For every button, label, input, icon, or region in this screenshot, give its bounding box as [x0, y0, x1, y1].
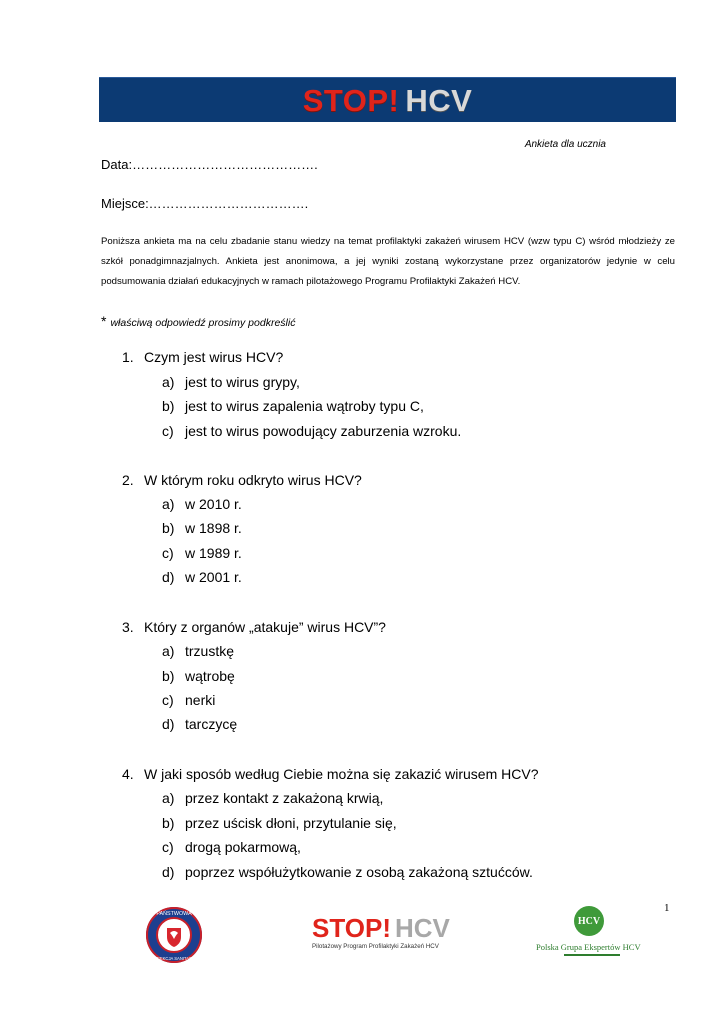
footer-hcv-text: HCV [394, 913, 450, 943]
answer-text: w 2010 r. [185, 496, 242, 512]
answer-letter: b) [162, 398, 175, 414]
expert-group-caption: Polska Grupa Ekspertów HCV [536, 942, 641, 952]
answer-1a [162, 374, 300, 390]
answer-3b [162, 668, 235, 684]
answer-letter: b) [162, 520, 175, 536]
answer-text: nerki [185, 692, 216, 708]
question-3 [122, 619, 386, 635]
answer-letter: a) [162, 643, 175, 659]
answer-letter: c) [162, 545, 174, 561]
answer-2d [162, 569, 242, 585]
answer-1c [162, 423, 461, 439]
answer-text: w 1898 r. [185, 520, 242, 536]
hcv-badge-icon [574, 906, 604, 936]
question-text: Który z organów „atakuje” wirus HCV”? [144, 619, 386, 635]
answer-letter: b) [162, 815, 175, 831]
answer-text: w 1989 r. [185, 545, 242, 561]
answer-text: jest to wirus zapalenia wątroby typu C, [185, 398, 424, 414]
place-field: Miejsce:………………………………. [101, 196, 309, 211]
answer-4d [162, 864, 533, 880]
answer-4b [162, 815, 397, 831]
answer-2a [162, 496, 242, 512]
answer-letter: a) [162, 496, 175, 512]
seal-top-text: PAŃSTWOWA [156, 911, 192, 917]
answer-text: przez uścisk dłoni, przytulanie się, [185, 815, 397, 831]
asterisk: * [101, 313, 107, 329]
answer-letter: d) [162, 864, 175, 880]
answer-text: poprzez współużytkowanie z osobą zakażoną sztućców. [185, 864, 533, 880]
seal-bottom-text: INSPEKCJA SANITARNA [150, 956, 198, 961]
date-field: Data:……………………………………. [101, 157, 318, 172]
answer-text: jest to wirus grypy, [185, 374, 300, 390]
answer-text: tarczycę [185, 716, 238, 732]
expert-group-logo [536, 906, 648, 962]
answer-text: jest to wirus powodujący zaburzenia wzroku. [185, 423, 462, 439]
answer-letter: c) [162, 692, 174, 708]
answer-4c [162, 839, 301, 855]
footer-program-caption: Pilotażowy Program Profilaktyki Zakażeń HCV [312, 943, 439, 950]
intro-paragraph: Poniższa ankieta ma na celu zbadanie stanu wiedzy na temat profilaktyki zakażeń wirusem HCV (wzw typu C) wśród młodzieży ze szkół ponadgimnazjalnych. Ankieta jest anonimowa, a jej wyniki zostaną wykorzystane przez organizatorów jedynie w celu podsumowania działań edukacyjnych w ramach pilotażowego Programu Profilaktyki Zakażeń HCV. [101, 236, 675, 287]
page-number: 1 [664, 902, 670, 914]
answer-3c [162, 692, 215, 708]
answer-letter: c) [162, 423, 174, 439]
question-text: Czym jest wirus HCV? [144, 349, 284, 365]
answer-letter: d) [162, 716, 175, 732]
answer-2c [162, 545, 242, 561]
footer-stop-text: STOP! [312, 913, 391, 943]
question-text: W którym roku odkryto wirus HCV? [144, 472, 362, 488]
stop-hcv-program-logo [312, 915, 460, 955]
sanitary-inspection-seal-logo [145, 906, 203, 964]
instruction-note [101, 313, 295, 329]
answer-1b [162, 398, 424, 414]
question-number: 2. [122, 472, 134, 488]
expert-group-underline [564, 954, 620, 956]
question-text: W jaki sposób według Ciebie można się zakazić wirusem HCV? [144, 766, 539, 782]
question-number: 3. [122, 619, 134, 635]
hcv-badge-text: HCV [577, 915, 601, 927]
question-number: 4. [122, 766, 134, 782]
answer-letter: d) [162, 569, 175, 585]
question-4 [122, 766, 539, 782]
answer-2b [162, 520, 242, 536]
answer-3d [162, 716, 237, 732]
answer-letter: a) [162, 374, 175, 390]
answer-4a [162, 790, 383, 806]
answer-text: drogą pokarmową, [185, 839, 301, 855]
logo-stop-text: STOP! [302, 82, 400, 118]
header-banner [99, 77, 676, 122]
question-number: 1. [122, 349, 134, 365]
question-2 [122, 472, 362, 488]
document-subtitle: Ankieta dla ucznia [524, 139, 606, 150]
answer-text: wątrobę [185, 668, 235, 684]
seal-emblem-icon [145, 906, 203, 964]
logo-hcv-text: HCV [405, 82, 473, 118]
answer-3a [162, 643, 234, 659]
answer-text: przez kontakt z zakażoną krwią, [185, 790, 384, 806]
answer-letter: c) [162, 839, 174, 855]
answer-letter: a) [162, 790, 175, 806]
answer-text: trzustkę [185, 643, 235, 659]
answer-text: w 2001 r. [185, 569, 242, 585]
instruction-text: właściwą odpowiedź prosimy podkreślić [110, 317, 296, 329]
answer-letter: b) [162, 668, 175, 684]
question-1 [122, 349, 283, 365]
